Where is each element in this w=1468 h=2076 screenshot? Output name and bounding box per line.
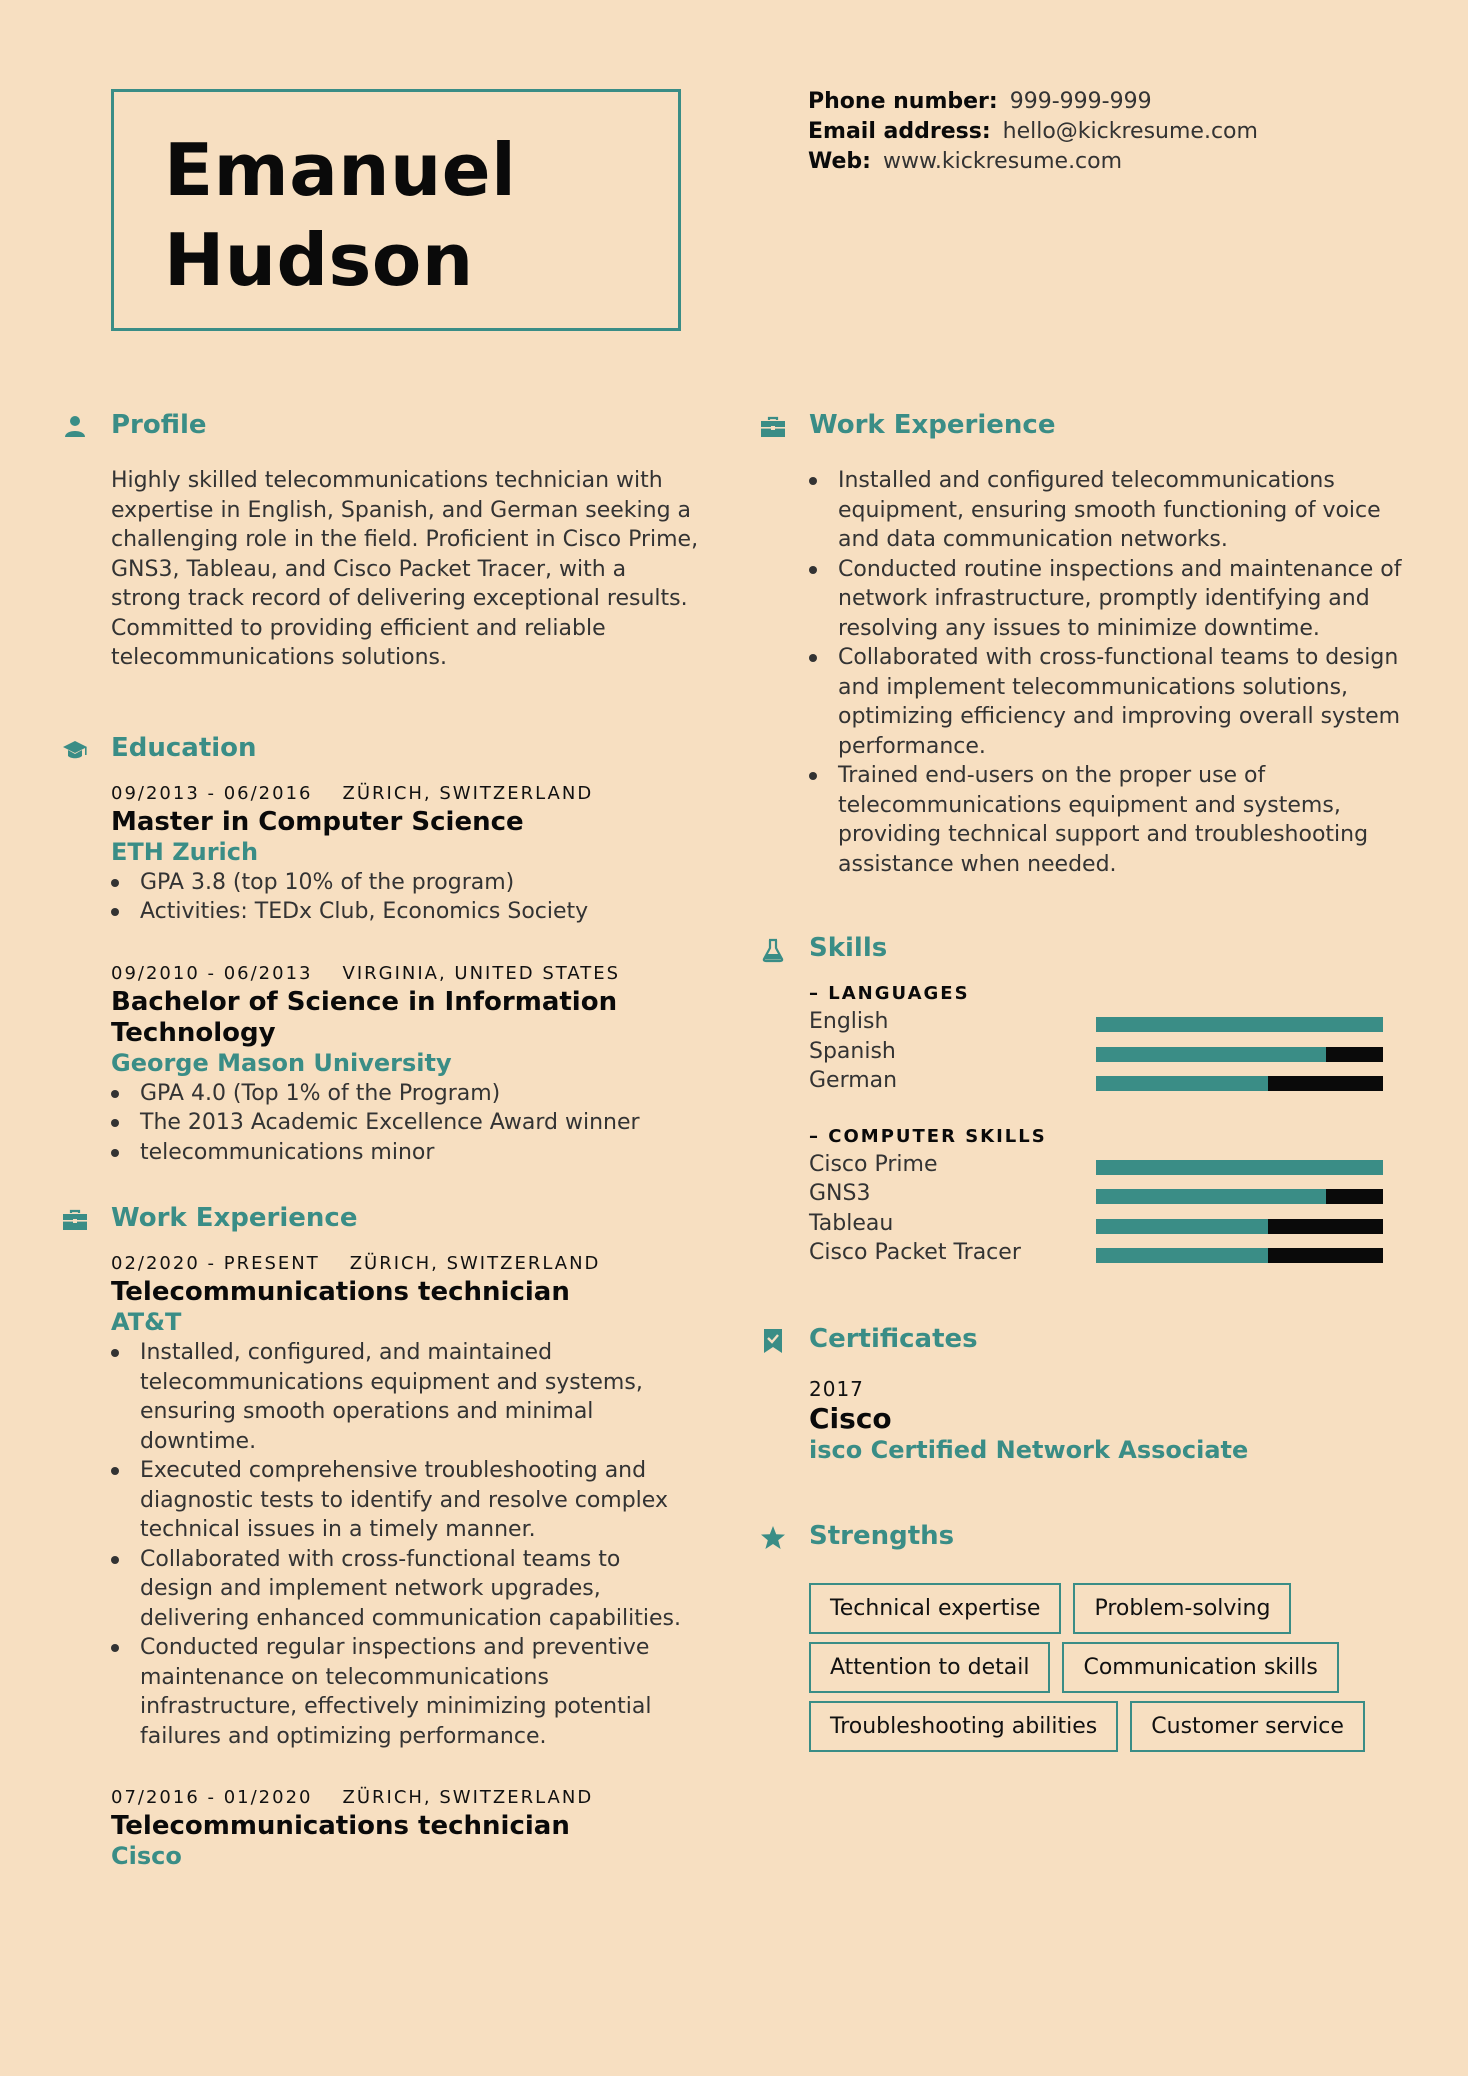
- skill-row: [809, 1150, 1400, 1180]
- contact-label: Web:: [808, 149, 871, 174]
- company-name: AT&T: [111, 1308, 182, 1336]
- skill-level-fill: [1096, 1160, 1383, 1175]
- skill-level-fill: [1096, 1219, 1268, 1234]
- entry-location: VIRGINIA, UNITED STATES: [342, 962, 621, 984]
- strength-tag: Customer service: [1130, 1701, 1365, 1752]
- skill-level-bar: [1096, 1076, 1383, 1091]
- list-item: Executed comprehensive troubleshooting and diagnostic tests to identify and resolve complex technical issues in a timely manner.: [140, 1456, 700, 1545]
- skill-row: [809, 1209, 1400, 1239]
- star-icon: [760, 1525, 786, 1551]
- skill-level-fill: [1096, 1189, 1326, 1204]
- skill-group-title: – LANGUAGES: [809, 983, 970, 1004]
- work-experience-continued-section: [760, 408, 1400, 879]
- section-header: [62, 731, 702, 771]
- position-title: Telecommunications technician: [111, 1277, 570, 1307]
- work-entry: [111, 1785, 702, 1870]
- strengths-section: [760, 1519, 1400, 1760]
- entry-dates: 09/2013 - 06/2016: [111, 782, 313, 804]
- strength-tag: Technical expertise: [809, 1583, 1061, 1634]
- section-title: Certificates: [809, 1323, 978, 1354]
- skill-level-bar: [1096, 1017, 1383, 1032]
- skill-level-fill: [1096, 1248, 1268, 1263]
- entry-dates: 07/2016 - 01/2020: [111, 1787, 313, 1808]
- strength-tag: Attention to detail: [809, 1642, 1050, 1693]
- list-item: Trained end-users on the proper use of telecommunications equipment and systems, providing technical support and troubleshooting assistance when needed.: [838, 761, 1408, 879]
- briefcase-icon: [760, 414, 786, 440]
- list-item: Activities: TEDx Club, Economics Society: [140, 897, 702, 927]
- entry-meta: [111, 781, 702, 807]
- section-header: [62, 408, 702, 448]
- first-name: Emanuel: [164, 128, 517, 212]
- contact-phone: [808, 87, 1258, 117]
- bullet-list: [111, 1079, 702, 1168]
- skill-level-fill: [1096, 1076, 1268, 1091]
- section-title: Education: [111, 732, 257, 763]
- school-name: George Mason University: [111, 1048, 452, 1077]
- section-header: [760, 931, 1400, 971]
- entry-location: ZÜRICH, SWITZERLAND: [342, 1787, 594, 1808]
- entry-meta: [111, 1785, 702, 1811]
- list-item: Installed, configured, and maintained telecommunications equipment and systems, ensuring smooth operations and minimal downtime.: [140, 1338, 700, 1456]
- position-title: Telecommunications technician: [111, 1811, 570, 1841]
- section-title: Work Experience: [809, 410, 1056, 440]
- skill-name: GNS3: [809, 1181, 871, 1206]
- list-item: Installed and configured telecommunications equipment, ensuring smooth functioning of voice and data communication networks.: [838, 466, 1408, 555]
- education-entry: [111, 781, 702, 927]
- profile-text: Highly skilled telecommunications technician with expertise in English, Spanish, and German seeking a challenging role in the field. Proficient in Cisco Prime, GNS3, Tableau, and Cisco Packet Tracer, with a strong track record of delivering exceptional results. Committed to providing efficient and reliable telecommunications solutions.: [111, 468, 699, 670]
- skill-name: English: [809, 1009, 889, 1034]
- skill-name: German: [809, 1068, 898, 1093]
- skill-name: Cisco Prime: [809, 1151, 938, 1177]
- list-item: Collaborated with cross-functional teams to design and implement telecommunications solutions, optimizing efficiency and improving overall system performance.: [838, 643, 1408, 761]
- skill-group-computer: [809, 1124, 1400, 1268]
- entry-meta: [111, 961, 702, 987]
- section-title: Skills: [809, 933, 888, 963]
- contact-value[interactable]: hello@kickresume.com: [1002, 119, 1258, 144]
- entry-location: ZÜRICH, SWITZERLAND: [349, 1253, 601, 1274]
- school-name: ETH Zurich: [111, 837, 259, 866]
- section-title: Work Experience: [111, 1203, 358, 1233]
- strength-tag: Troubleshooting abilities: [809, 1701, 1118, 1752]
- entry-dates: 09/2010 - 06/2013: [111, 962, 313, 984]
- skill-level-bar: [1096, 1248, 1383, 1263]
- skill-name: Spanish: [809, 1038, 896, 1064]
- name-box: [111, 89, 681, 331]
- skill-name: Cisco Packet Tracer: [809, 1240, 1021, 1265]
- profile-section: [62, 408, 702, 673]
- right-column: [760, 408, 1400, 1760]
- section-title: Strengths: [809, 1520, 955, 1551]
- certificate-issuer: Cisco: [809, 1401, 892, 1435]
- skill-group-title: – COMPUTER SKILLS: [809, 1125, 1047, 1147]
- work-entry: [111, 1251, 702, 1751]
- degree-title: Bachelor of Science in Information Technology: [111, 986, 618, 1048]
- list-item: Collaborated with cross-functional teams to design and implement network upgrades, delivering enhanced communication capabilities.: [140, 1545, 700, 1634]
- contact-value[interactable]: www.kickresume.com: [882, 149, 1123, 174]
- skill-group-languages: [809, 981, 1400, 1096]
- skill-level-bar: [1096, 1047, 1383, 1062]
- list-item: GPA 4.0 (Top 1% of the Program): [140, 1079, 702, 1109]
- skill-row: [809, 1007, 1400, 1037]
- list-item: The 2013 Academic Excellence Award winner: [140, 1108, 702, 1138]
- education-entry: [111, 961, 702, 1168]
- last-name: Hudson: [164, 218, 474, 302]
- bookmark-check-icon: [760, 1328, 786, 1354]
- contact-value: 999-999-999: [1009, 89, 1152, 114]
- left-column: [62, 408, 702, 1904]
- section-header: [760, 1322, 1400, 1362]
- contact-label: Email address:: [808, 119, 991, 144]
- strength-tag: Communication skills: [1062, 1642, 1338, 1693]
- list-item: Conducted routine inspections and maintenance of network infrastructure, promptly identifying and resolving any issues to minimize downtime.: [838, 555, 1408, 644]
- strengths-tags: [809, 1583, 1449, 1760]
- degree-title: Master in Computer Science: [111, 806, 524, 837]
- skill-level-fill: [1096, 1017, 1383, 1032]
- skill-level-bar: [1096, 1189, 1383, 1204]
- bullet-list: [111, 868, 702, 927]
- company-name: Cisco: [111, 1842, 182, 1870]
- skills-body: [809, 981, 1400, 1268]
- skill-row: [809, 1037, 1400, 1067]
- graduation-cap-icon: [62, 737, 88, 763]
- section-header: [760, 408, 1400, 448]
- list-item: Conducted regular inspections and preventive maintenance on telecommunications infrastructure, effectively minimizing potential failures and optimizing performance.: [140, 1633, 700, 1751]
- contact-email: [808, 117, 1258, 147]
- skill-level-bar: [1096, 1219, 1383, 1234]
- section-header: [62, 1201, 702, 1241]
- list-item: telecommunications minor: [140, 1138, 702, 1168]
- skill-level-fill: [1096, 1047, 1326, 1062]
- work-experience-section: [62, 1201, 702, 1870]
- bullet-list: [809, 466, 1408, 879]
- flask-icon: [760, 937, 786, 963]
- certificates-section: [760, 1322, 1400, 1465]
- person-icon: [62, 414, 88, 440]
- certificate-year: 2017: [809, 1376, 864, 1401]
- strength-tag: Problem-solving: [1073, 1583, 1291, 1634]
- skill-row: [809, 1179, 1400, 1209]
- education-section: [62, 731, 702, 1168]
- skills-section: [760, 931, 1400, 1268]
- entry-location: ZÜRICH, SWITZERLAND: [342, 782, 594, 804]
- certificate-title: isco Certified Network Associate: [809, 1435, 1249, 1464]
- list-item: GPA 3.8 (top 10% of the program): [140, 868, 702, 898]
- briefcase-icon: [62, 1207, 88, 1233]
- bullet-list: [111, 1338, 700, 1751]
- contact-web: [808, 147, 1258, 177]
- skill-row: [809, 1066, 1400, 1096]
- skill-level-bar: [1096, 1160, 1383, 1175]
- contact-label: Phone number:: [808, 89, 998, 114]
- entry-dates: 02/2020 - PRESENT: [111, 1253, 320, 1274]
- skill-name: Tableau: [809, 1210, 894, 1236]
- contact-info: [808, 87, 1258, 177]
- section-title: Profile: [111, 410, 207, 440]
- entry-meta: [111, 1251, 702, 1277]
- skill-row: [809, 1238, 1400, 1268]
- section-header: [760, 1519, 1400, 1559]
